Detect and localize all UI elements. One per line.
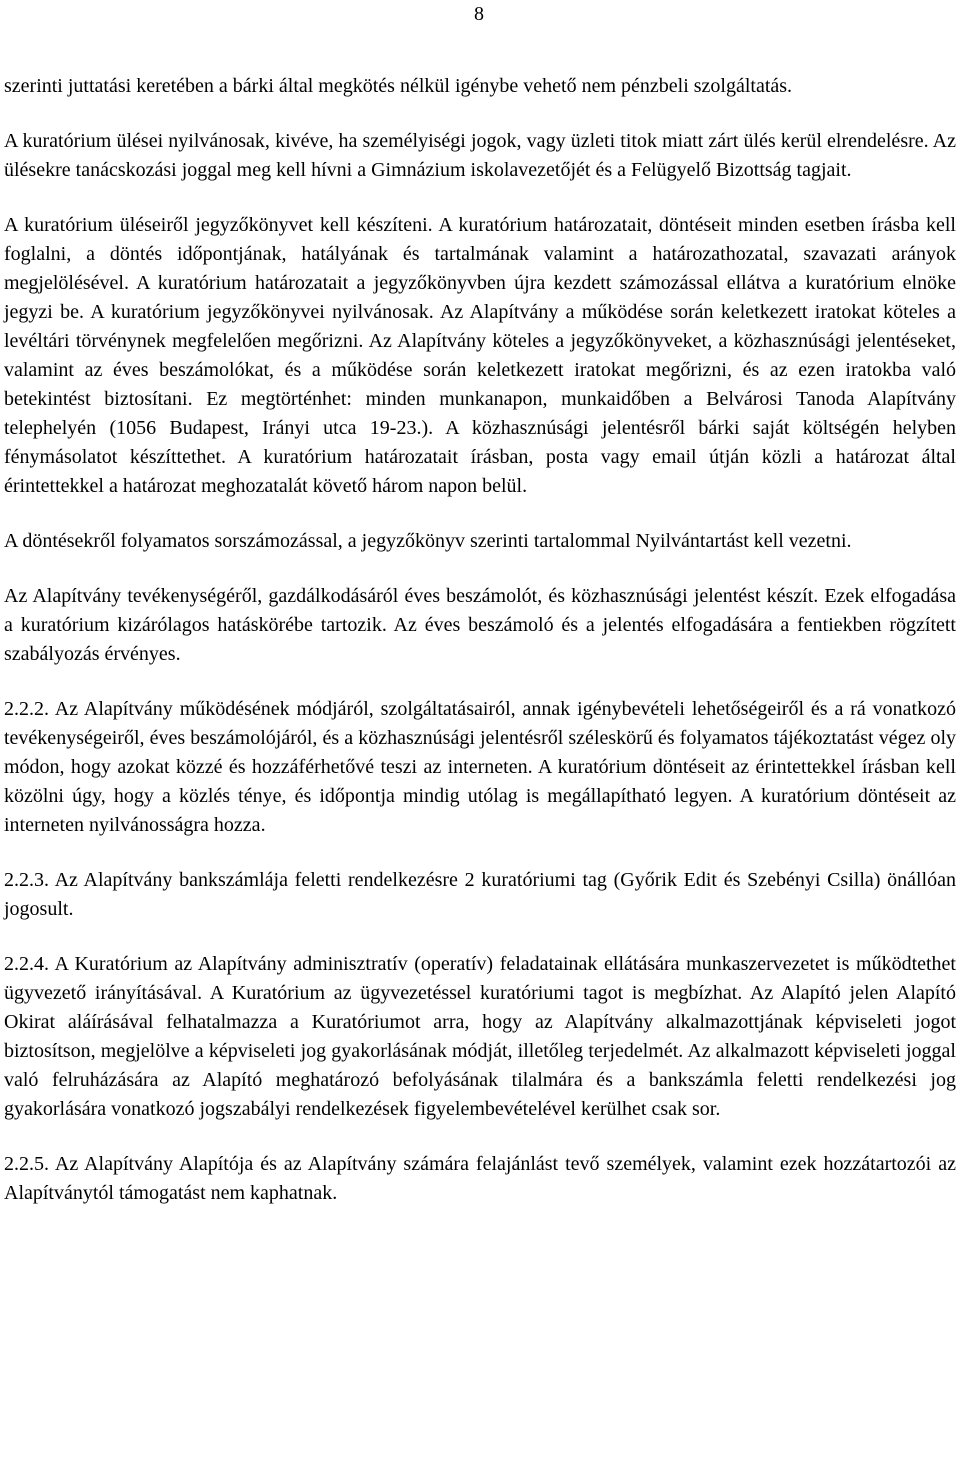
paragraph: 2.2.4. A Kuratórium az Alapítvány adminisztratív (operatív) feladatainak ellátására munkaszervezetet is működtethet ügyvezető irányításával. A Kuratórium az ügyvezetéssel kuratóriumi tagot is megbízhat. Az Alapító jelen Alapító Okirat aláírásával felhatalmazza a Kuratóriumot arra, hogy az Alapítvány alkalmazottjának képviseleti jogot biztosítson, megjelölve a képviseleti jog gyakorlásának módját, illetőleg terjedelmét. Az alkalmazott képviseleti joggal való felruházására az Alapító meghatározó befolyásának tilalmára és a bankszámla feletti rendelkezési jog gyakorlására vonatkozó jogszabályi rendelkezések figyelembevételével kerülhet csak sor. [4,953,956,1120]
paragraph: Az Alapítvány tevékenységéről, gazdálkodásáról éves beszámolót, és közhasznúsági jelentést készít. Ezek elfogadása a kuratórium kizárólagos hatáskörébe tartozik. Az éves beszámoló és a jelentés elfogadására a fentiekben rögzített szabályozás érvényes. [4,585,956,665]
paragraph: 2.2.5. Az Alapítvány Alapítója és az Alapítvány számára felajánlást tevő személyek, valamint ezek hozzátartozói az Alapítványtól támogatást nem kaphatnak. [4,1153,956,1204]
paragraph: 2.2.2. Az Alapítvány működésének módjáról, szolgáltatásairól, annak igénybevételi lehetőségeiről és a rá vonatkozó tevékenységeiről, éves beszámolójáról, és a közhasznúsági jelentésről széleskörű és folyamatos tájékoztatást végez oly módon, hogy azokat közzé és hozzáférhetővé teszi az interneten. A kuratórium döntéseit az érintettekkel írásban kell közölni úgy, hogy a közlés ténye, és időpontja mindig utólag is megállapítható legyen. A kuratórium döntéseit az interneten nyilvánosságra hozza. [4,698,956,836]
paragraph: szerinti juttatási keretében a bárki által megkötés nélkül igénybe vehető nem pénzbeli szolgáltatás. [4,75,793,97]
page-number: 8 [474,3,484,25]
document-body [4,72,956,1234]
paragraph: 2.2.3. Az Alapítvány bankszámlája feletti rendelkezésre 2 kuratóriumi tag (Győrik Edit és Szebényi Csilla) önállóan jogosult. [4,869,956,920]
paragraph: A kuratórium üléseiről jegyzőkönyvet kell készíteni. A kuratórium határozatait, döntéseit minden esetben írásba kell foglalni, a döntés időpontjának, hatályának és tartalmának valamint a határozathozatal, szavazati arányok megjelölésével. A kuratórium határozatait a jegyzőkönyvben újra kezdett számozással ellátva a kuratórium elnöke jegyzi be. A kuratórium jegyzőkönyvei nyilvánosak. Az Alapítvány a működése során keletkezett iratokat köteles a levéltári törvénynek megfelelően megőrizni. Az Alapítvány köteles a jegyzőkönyveket, a közhasznúsági jelentéseket, valamint az éves beszámolókat, és a működése során keletkezett iratokat megőrizni, és az ezen iratokba való betekintést biztosítani. Ez megtörténhet: minden munkanapon, munkaidőben a Belvárosi Tanoda Alapítvány telephelyén (1056 Budapest, Irányi utca 19-23.). A közhasznúsági jelentésről bárki saját költségén helyben fénymásolatot készíttethet. A kuratórium határozatait írásban, posta vagy email útján közli a határozat által érintettekkel a határozat meghozatalát követő három napon belül. [4,214,956,497]
paragraph: A döntésekről folyamatos sorszámozással, a jegyzőkönyv szerinti tartalommal Nyilvántartást kell vezetni. [4,530,852,552]
paragraph: A kuratórium ülései nyilvánosak, kivéve, ha személyiségi jogok, vagy üzleti titok miatt zárt ülés kerül elrendelésre. Az ülésekre tanácskozási joggal meg kell hívni a Gimnázium iskolavezetőjét és a Felügyelő Bizottság tagjait. [4,130,956,181]
